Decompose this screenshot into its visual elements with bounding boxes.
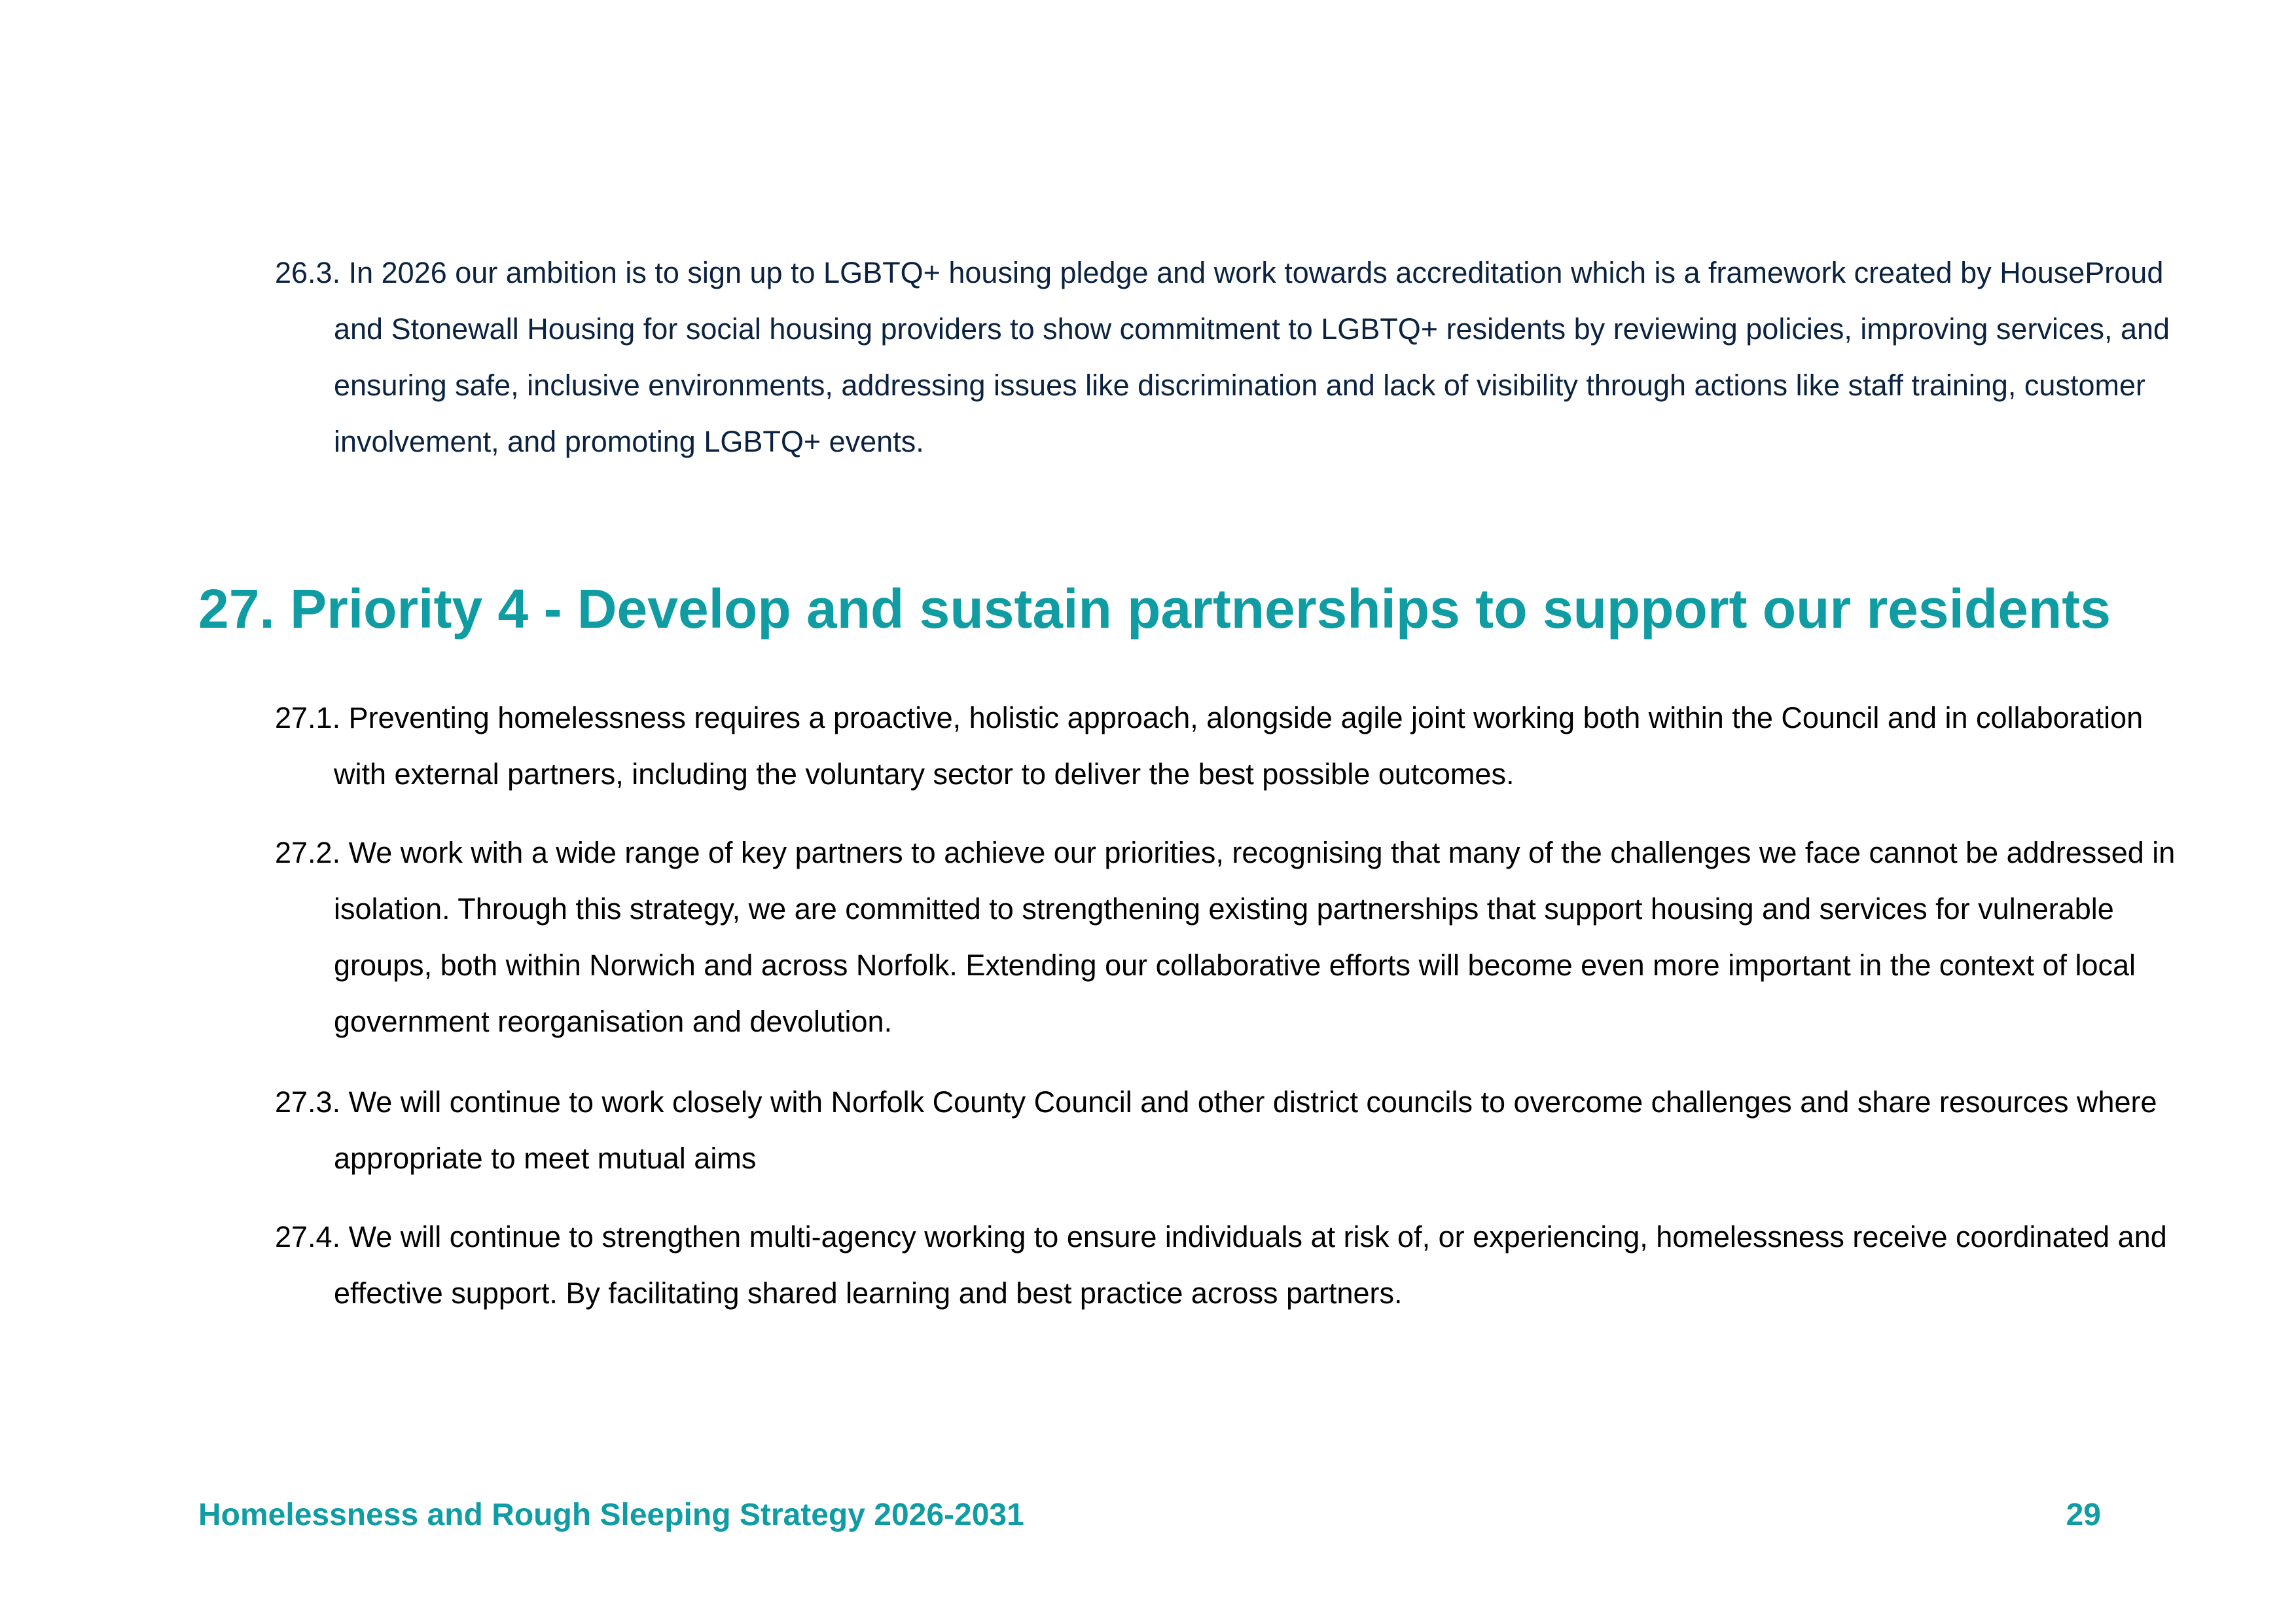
footer-page-number: 29 bbox=[2066, 1498, 2101, 1532]
paragraph-27-1 bbox=[275, 690, 2186, 803]
paragraph-text: We work with a wide range of key partners to achieve our priorities, recognising that many of the challenges we face cannot be addressed in isolation. Through this strategy, we are committed to strengthening existing partnerships that support housing and services for vulnerable groups, both within Norwich and across Norfolk. Extending our collaborative efforts will become even more important in the context of local government reorganisation and devolution. bbox=[334, 836, 2176, 1038]
paragraph-26-3 bbox=[275, 245, 2186, 470]
paragraph-number: 26.3. bbox=[275, 256, 341, 289]
paragraph-text: Preventing homelessness requires a proactive, holistic approach, alongside agile joint working both within the Council and in collaboration with external partners, including the voluntary sector to deliver the best possible outcomes. bbox=[334, 701, 2144, 791]
footer-document-title: Homelessness and Rough Sleeping Strategy 2026-2031 bbox=[198, 1498, 1024, 1532]
paragraph-number: 27.3. bbox=[275, 1085, 341, 1119]
paragraph-text: We will continue to strengthen multi-agency working to ensure individuals at risk of, or experiencing, homelessness receive coordinated and effective support. By facilitating shared learning and best practice across partners. bbox=[334, 1220, 2167, 1310]
section-heading: 27. Priority 4 - Develop and sustain partnerships to support our residents bbox=[198, 578, 2111, 640]
paragraph-text: We will continue to work closely with Norfolk County Council and other district councils to overcome challenges and share resources where appropriate to meet mutual aims bbox=[334, 1085, 2157, 1175]
paragraph-number: 27.2. bbox=[275, 836, 341, 869]
paragraph-27-4 bbox=[275, 1209, 2186, 1322]
paragraph-number: 27.1. bbox=[275, 701, 341, 734]
paragraph-text: In 2026 our ambition is to sign up to LGBTQ+ housing pledge and work towards accreditation which is a framework created by HouseProud and Stonewall Housing for social housing providers to show commitment to LGBTQ+ residents by reviewing policies, improving services, and ensuring safe, inclusive environments, addressing issues like discrimination and lack of visibility through actions like staff training, customer involvement, and promoting LGBTQ+ events. bbox=[334, 256, 2170, 458]
paragraph-number: 27.4. bbox=[275, 1220, 341, 1254]
paragraph-27-2 bbox=[275, 825, 2186, 1050]
paragraph-27-3 bbox=[275, 1074, 2186, 1187]
